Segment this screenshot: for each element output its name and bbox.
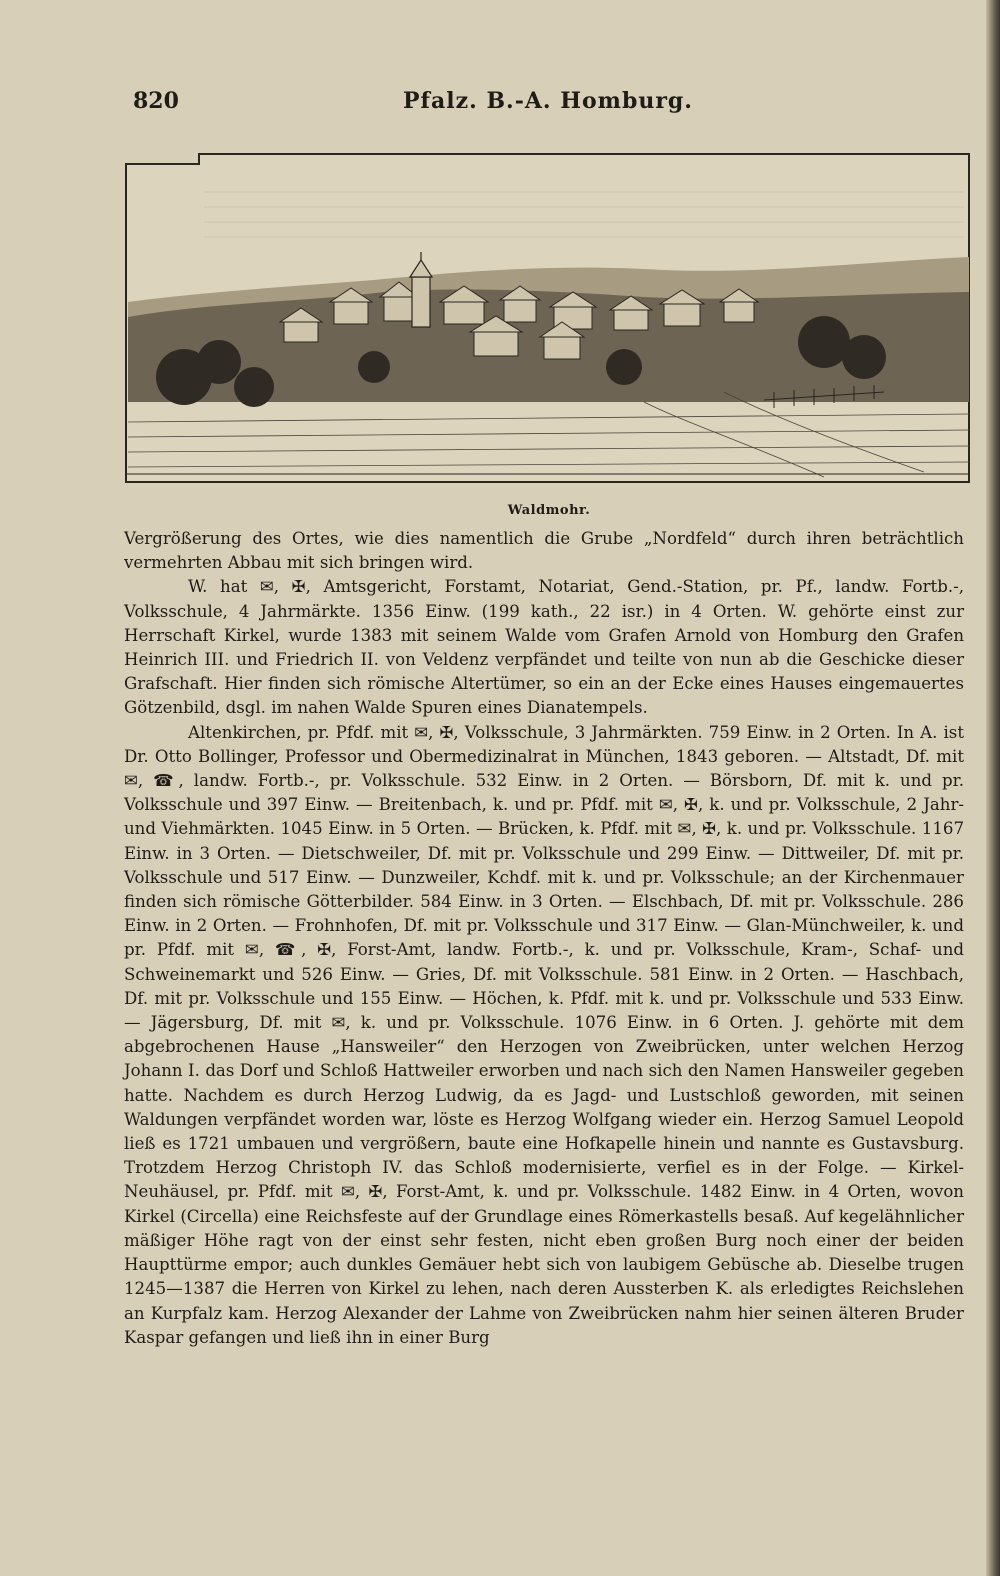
page-edge xyxy=(986,0,1000,1576)
paragraph: W. hat ✉, ✠, Amtsgericht, Forstamt, Notariat, Gend.-Station, pr. Pf., landw. Fortb.-, Volksschule, 4 Jahrmärkte. 1356 Einw. (199 kath., 22 isr.) in 4 Orten. W. gehörte einst zur Herrschaft Kirkel, wurde 1383 mit seinem Walde vom Grafen Arnold von Homburg den Grafen Heinrich III. und Friedrich II. von Veldenz verpfändet und teilte von nun ab die Geschicke dieser Grafschaft. Hier finden sich römische Altertümer, so ein an der Ecke eines Hauses eingemauertes Götzenbild, dsgl. im nahen Walde Spuren eines Dianatempels. xyxy=(124,577,964,718)
paragraph: Altenkirchen, pr. Pfdf. mit ✉, ✠, Volksschule, 3 Jahrmärkten. 759 Einw. in 2 Orten. In A. ist Dr. Otto Bollinger, Professor und Obermedizinalrat in München, 1843 geboren. — Altstadt, Df. mit ✉, ☎, landw. Fortb.-, pr. Volksschule. 532 Einw. in 2 Orten. — Börsborn, Df. mit k. und pr. Volksschule und 397 Einw. — Breitenbach, k. und pr. Pfdf. mit ✉, ✠, k. und pr. Volksschule, 2 Jahr- und Viehmärkten. 1045 Einw. in 5 Orten. — Brücken, k. Pfdf. mit ✉, ✠, k. und pr. Volksschule. 1167 Einw. in 3 Orten. — Dietschweiler, Df. mit pr. Volksschule und 299 Einw. — Dittweiler, Df. mit pr. Volksschule und 517 Einw. — Dunzweiler, Kchdf. mit k. und pr. Volksschule; an der Kirchenmauer finden sich römische Götterbilder. 584 Einw. in 3 Orten. — Elschbach, Df. mit pr. Volksschule. 286 Einw. in 2 Orten. — Frohnhofen, Df. mit pr. Volksschule und 317 Einw. — Glan-Münchweiler, k. und pr. Pfdf. mit ✉, ☎, ✠, Forst-Amt, landw. Fortb.-, k. und pr. Volksschule, Kram-, Schaf- und Schweinemarkt und 526 Einw. — Gries, Df. mit Volksschule. 581 Einw. in 2 Orten. — Haschbach, Df. mit pr. Volksschule und 155 Einw. — Höchen, k. Pfdf. mit k. und pr. Volksschule und 533 Einw. — Jägersburg, Df. mit ✉, k. und pr. Volksschule. 1076 Einw. in 6 Orten. J. gehörte mit dem abgebrochenen Hause „Hansweiler“ den Herzogen von Zweibrücken, unter welchen Herzog Johann I. das Dorf und Schloß Hattweiler erworben und nach sich den Namen Hansweiler gegeben hatte. Nachdem es durch Herzog Ludwig, da es Jagd- und Lustschloß geworden, mit seinen Waldungen verpfändet worden war, löste es Herzog Wolfgang wieder ein. Herzog Samuel Leopold ließ es 1721 umbauen und vergrößern, baute eine Hofkapelle hinein und nannte es Gustavsburg. Trotzdem Herzog Christoph IV. das Schloß modernisierte, verfiel es in der Folge. — Kirkel-Neuhäusel, pr. Pfdf. mit ✉, ✠, Forst-Amt, k. und pr. Volksschule. 1482 Einw. in 4 Orten, wovon Kirkel (Circella) eine Reichsfeste auf der Grundlage eines Römerkastells besaß. Auf kegelähnlicher mäßiger Höhe ragt von der einst sehr festen, nicht eben großen Burg noch einer der beiden Haupttürme empor; auch dunkles Gemäuer hebt sich von laubigem Gebüsche ab. Dieselbe trugen 1245—1387 die Herren von Kirkel zu lehen, nach deren Aussterben K. als erledigtes Reichslehen an Kurpfalz kam. Herzog Alexander der Lahme von Zweibrücken nahm hier seinen älteren Bruder Kaspar gefangen und ließ ihn in einer Burg xyxy=(124,722,964,1347)
running-title: Pfalz. B.-A. Homburg. xyxy=(403,88,693,114)
page-number: 820 xyxy=(133,88,179,114)
body-text xyxy=(124,527,964,1350)
village-illustration xyxy=(124,152,974,484)
page-header xyxy=(133,88,963,118)
figure-caption: Waldmohr. xyxy=(507,503,591,518)
paragraph: Vergrößerung des Ortes, wie dies namentlich die Grube „Nordfeld“ durch ihren beträchtlich vermehrten Abbau mit sich bringen wird. xyxy=(124,529,964,573)
